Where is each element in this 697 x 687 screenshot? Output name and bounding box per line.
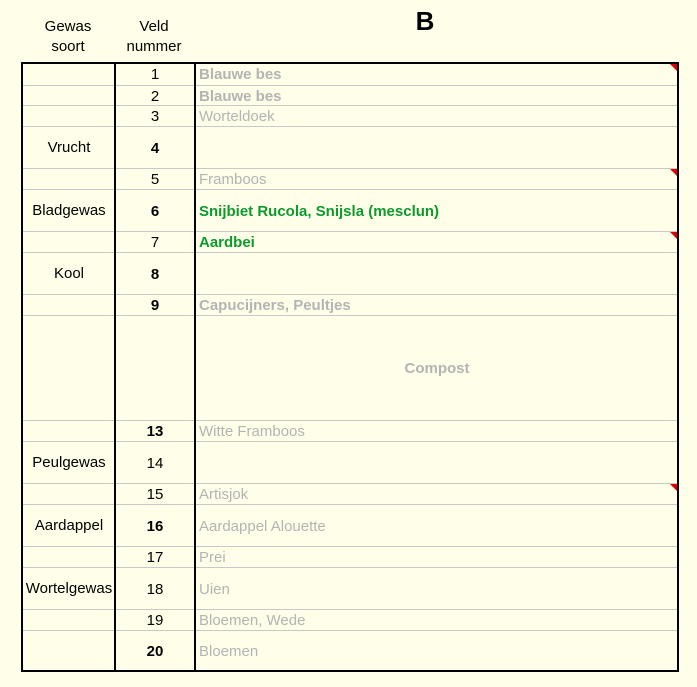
veld-nummer-cell[interactable]: 9 bbox=[150, 297, 160, 314]
compost-cell[interactable]: Compost bbox=[404, 360, 470, 377]
category-bladgewas: Bladgewas bbox=[32, 201, 106, 219]
header-veld-line1: Veld bbox=[139, 18, 169, 35]
veld-nummer-cell[interactable]: 8 bbox=[150, 265, 160, 283]
category-kool: Kool bbox=[53, 264, 85, 282]
gewas-cell[interactable]: Snijbiet Rucola, Snijsla (mesclun) bbox=[199, 202, 440, 220]
table-row[interactable] bbox=[23, 483, 677, 505]
category-aardappel: Aardappel bbox=[34, 516, 104, 534]
gewas-cell[interactable]: Aardbei bbox=[199, 234, 255, 251]
table-row[interactable] bbox=[23, 85, 677, 106]
gewas-cell[interactable] bbox=[197, 127, 677, 169]
header-veld-line2: nummer bbox=[126, 38, 182, 55]
gewas-cell[interactable]: Blauwe bes bbox=[199, 87, 282, 105]
veld-nummer-cell[interactable]: 2 bbox=[150, 87, 160, 105]
veld-nummer-cell[interactable]: 3 bbox=[150, 108, 160, 125]
gewas-cell[interactable]: Capucijners, Peultjes bbox=[199, 297, 351, 314]
gewas-cell[interactable]: Artisjok bbox=[199, 486, 249, 503]
table-row[interactable] bbox=[23, 231, 677, 253]
comment-indicator-icon[interactable] bbox=[670, 232, 677, 239]
table-row[interactable] bbox=[23, 441, 677, 484]
veld-nummer-cell[interactable]: 13 bbox=[146, 423, 164, 440]
gewas-cell[interactable]: Bloemen bbox=[199, 642, 259, 660]
gewas-cell[interactable]: Aardappel Alouette bbox=[199, 517, 326, 535]
veld-nummer-cell[interactable]: 20 bbox=[146, 642, 164, 660]
veld-nummer-cell[interactable]: 18 bbox=[146, 580, 164, 598]
gewas-cell[interactable]: Blauwe bes bbox=[199, 66, 282, 83]
table-row[interactable] bbox=[23, 420, 677, 442]
gewas-cell[interactable] bbox=[197, 253, 677, 295]
section-title: B bbox=[415, 6, 435, 36]
veld-nummer-cell[interactable]: 14 bbox=[146, 454, 164, 472]
column-divider bbox=[114, 64, 116, 670]
gewas-cell[interactable]: Bloemen, Wede bbox=[199, 612, 306, 629]
veld-nummer-cell[interactable]: 5 bbox=[150, 171, 160, 188]
comment-indicator-icon[interactable] bbox=[670, 64, 677, 71]
table-row[interactable] bbox=[23, 294, 677, 316]
header-gewas-line2: soort bbox=[51, 38, 85, 55]
veld-nummer-cell[interactable]: 16 bbox=[146, 517, 164, 535]
comment-indicator-icon[interactable] bbox=[670, 484, 677, 491]
gewas-cell[interactable] bbox=[197, 442, 677, 484]
table-row[interactable] bbox=[23, 126, 677, 169]
category-vrucht: Vrucht bbox=[47, 138, 91, 156]
header-veld-nummer bbox=[114, 17, 194, 57]
table-row[interactable] bbox=[23, 252, 677, 295]
table-row[interactable] bbox=[23, 64, 677, 85]
header-gewas-soort bbox=[22, 17, 114, 57]
table-row[interactable] bbox=[23, 630, 677, 671]
category-peulgewas: Peulgewas bbox=[32, 453, 106, 471]
veld-nummer-cell[interactable]: 19 bbox=[146, 612, 164, 629]
veld-nummer-cell[interactable]: 4 bbox=[150, 139, 160, 157]
table-row[interactable] bbox=[23, 315, 677, 421]
comment-indicator-icon[interactable] bbox=[670, 169, 677, 176]
veld-nummer-cell[interactable]: 7 bbox=[150, 234, 160, 251]
gewas-cell[interactable]: Prei bbox=[199, 549, 226, 566]
category-wortelgewas: Wortelgewas bbox=[25, 579, 113, 597]
header-gewas-line1: Gewas bbox=[44, 18, 92, 35]
table-row[interactable] bbox=[23, 189, 677, 232]
gewas-cell[interactable]: Witte Framboos bbox=[199, 423, 305, 440]
veld-nummer-cell[interactable]: 15 bbox=[146, 486, 164, 503]
veld-nummer-cell[interactable]: 1 bbox=[150, 66, 160, 83]
veld-nummer-cell[interactable]: 6 bbox=[150, 202, 160, 220]
veld-nummer-cell[interactable] bbox=[115, 316, 195, 421]
table-row[interactable] bbox=[23, 546, 677, 568]
table-row[interactable] bbox=[23, 168, 677, 190]
table-row[interactable] bbox=[23, 609, 677, 631]
column-divider bbox=[194, 64, 196, 670]
gewas-cell[interactable]: Framboos bbox=[199, 171, 267, 188]
gewas-cell[interactable]: Uien bbox=[199, 580, 230, 598]
gewas-cell[interactable]: Worteldoek bbox=[199, 108, 275, 125]
table-row[interactable] bbox=[23, 567, 677, 610]
veld-nummer-cell[interactable]: 17 bbox=[146, 549, 164, 566]
table-row[interactable] bbox=[23, 105, 677, 127]
table-row[interactable] bbox=[23, 504, 677, 547]
field-table bbox=[21, 62, 679, 672]
